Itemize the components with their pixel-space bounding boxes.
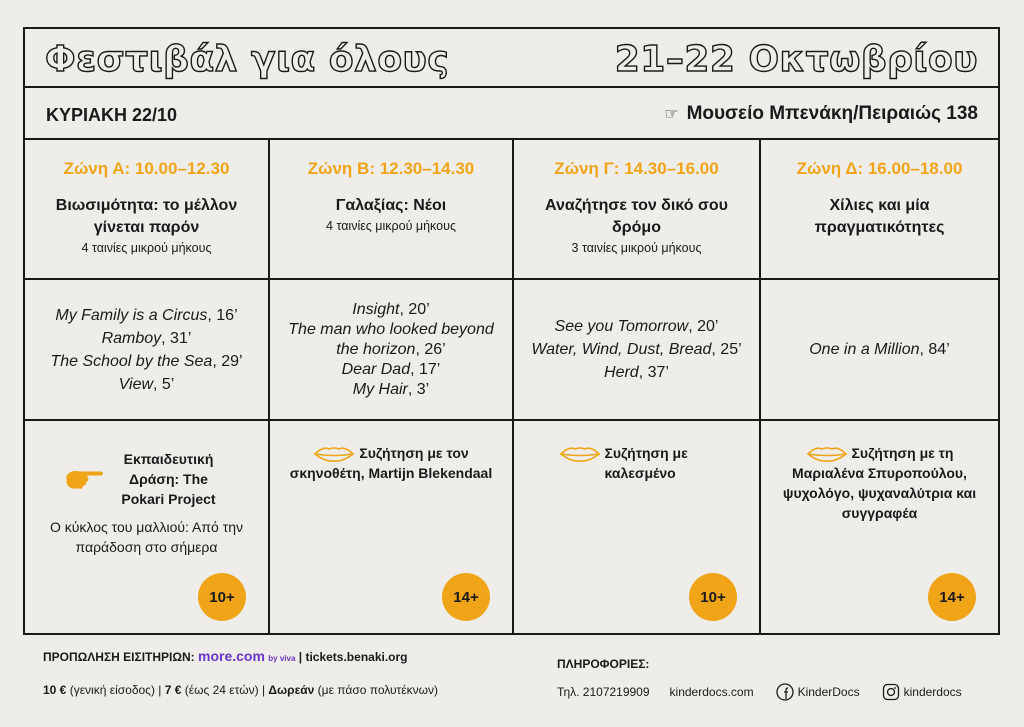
films-cell bbox=[270, 280, 512, 421]
film-item: Water, Wind, Dust, Bread, 25’ bbox=[531, 341, 742, 358]
facebook-link[interactable]: KinderDocs bbox=[776, 683, 860, 701]
program-subtitle: 4 ταινίες μικρού μήκους bbox=[326, 219, 456, 233]
film-list bbox=[50, 304, 242, 396]
event-block bbox=[761, 421, 998, 523]
film-item: See you Tomorrow, 20’ bbox=[554, 318, 719, 335]
lips-icon bbox=[313, 445, 355, 463]
films-cell bbox=[25, 280, 268, 421]
program-cell bbox=[514, 140, 759, 280]
film-item: Dear Dad, 17’ bbox=[341, 360, 441, 378]
event-cell bbox=[761, 421, 998, 633]
price-youth-note: (έως 24 ετών) bbox=[184, 683, 259, 697]
program-subtitle: 4 ταινίες μικρού μήκους bbox=[81, 241, 212, 255]
price-free-note: (με πάσο πολυτέκνων) bbox=[317, 683, 439, 697]
phone[interactable]: Τηλ. 2107219909 bbox=[557, 685, 650, 699]
festival-title: Φεστιβάλ για όλους bbox=[45, 39, 450, 80]
age-badge: 10+ bbox=[689, 573, 737, 621]
zone-column-a bbox=[25, 140, 270, 633]
film-item: The School by the Sea, 29’ bbox=[50, 352, 243, 370]
event-cell bbox=[514, 421, 759, 633]
film-list bbox=[270, 300, 512, 400]
program-title: Γαλαξίας: Νέοι bbox=[335, 197, 447, 214]
presale-site[interactable]: tickets.benaki.org bbox=[305, 650, 408, 664]
age-badge: 14+ bbox=[442, 573, 490, 621]
zone-column-b bbox=[270, 140, 514, 633]
film-item: One in a Million, 84’ bbox=[809, 341, 950, 358]
presale-label: ΠΡΟΠΩΛΗΣΗ ΕΙΣΙΤΗΡΙΩΝ: bbox=[43, 650, 195, 664]
schedule-grid bbox=[25, 140, 998, 633]
subheader bbox=[25, 88, 998, 140]
program-cell bbox=[761, 140, 998, 280]
films-cell bbox=[514, 280, 759, 421]
venue bbox=[664, 103, 978, 125]
film-item: My Hair, 3’ bbox=[352, 380, 430, 398]
prices-line: 10 € (γενική είσοδος) | 7 € (έως 24 ετών) | Δωρεάν (με πάσο πολυτέκνων) bbox=[43, 683, 439, 697]
age-badge: 14+ bbox=[928, 573, 976, 621]
film-item: Insight, 20’ bbox=[352, 300, 430, 318]
event-block bbox=[25, 421, 268, 509]
zone-label: Ζώνη Α: 10.00–12.30 bbox=[63, 159, 230, 178]
pointing-hand-icon: ☞ bbox=[664, 106, 679, 123]
contact-row bbox=[557, 683, 962, 701]
presale-brand[interactable]: more.com bbox=[198, 648, 265, 664]
festival-dates: 21–22 Οκτωβρίου bbox=[614, 39, 978, 80]
price-youth: 7 € bbox=[164, 683, 182, 697]
film-list bbox=[809, 338, 950, 361]
film-item: Ramboy, 31’ bbox=[101, 329, 192, 347]
event-block bbox=[514, 421, 759, 483]
program-title: Χίλιες και μία πραγματικότητες bbox=[814, 197, 945, 236]
event-cell bbox=[270, 421, 512, 633]
lips-icon bbox=[806, 445, 848, 463]
instagram-icon bbox=[882, 683, 900, 701]
film-item: View, 5’ bbox=[118, 375, 175, 393]
presale-line bbox=[43, 648, 408, 664]
event-block bbox=[270, 421, 512, 483]
event-title: Εκπαιδευτική Δράση: The Pokari Project bbox=[121, 451, 216, 507]
info-label: ΠΛΗΡΟΦΟΡΙΕΣ: bbox=[557, 657, 650, 671]
pointing-hand-icon bbox=[65, 466, 105, 492]
day-label: ΚΥΡΙΑΚΗ 22/10 bbox=[46, 105, 178, 125]
header bbox=[25, 29, 998, 88]
facebook-icon bbox=[776, 683, 794, 701]
program-cell bbox=[25, 140, 268, 280]
film-list bbox=[531, 315, 741, 384]
event-description: Ο κύκλος του μαλλιού: Από την παράδοση στο σήμερα bbox=[49, 519, 244, 555]
film-item: The man who looked beyond the horizon, 26’ bbox=[288, 320, 494, 358]
program-frame bbox=[23, 27, 1000, 635]
program-title: Αναζήτησε τον δικό σου δρόμο bbox=[545, 197, 728, 236]
event-title: Συζήτηση με καλεσμένο bbox=[604, 445, 688, 481]
zone-label: Ζώνη Β: 12.30–14.30 bbox=[307, 159, 475, 178]
zone-label: Ζώνη Δ: 16.00–18.00 bbox=[796, 159, 963, 178]
price-general: 10 € bbox=[43, 683, 67, 697]
zone-label: Ζώνη Γ: 14.30–16.00 bbox=[554, 159, 719, 178]
price-general-note: (γενική είσοδος) bbox=[69, 683, 155, 697]
program-title: Βιωσιμότητα: το μέλλον γίνεται παρόν bbox=[55, 197, 238, 236]
event-title: Συζήτηση με τον σκηνοθέτη, Martijn Blekendaal bbox=[289, 445, 493, 482]
website-link[interactable]: kinderdocs.com bbox=[669, 685, 754, 699]
zone-column-c bbox=[514, 140, 761, 633]
program-subtitle: 3 ταινίες μικρού μήκους bbox=[571, 241, 702, 255]
event-title: Συζήτηση με τη Μαριαλένα Σπυροπούλου, ψυχολόγο, ψυχαναλύτρια και συγγραφέα bbox=[782, 445, 977, 522]
lips-icon bbox=[559, 445, 601, 463]
film-item: Herd, 37’ bbox=[604, 364, 669, 381]
instagram-link[interactable]: kinderdocs bbox=[882, 683, 962, 701]
event-cell bbox=[25, 421, 268, 633]
program-cell bbox=[270, 140, 512, 280]
zone-column-d bbox=[761, 140, 998, 633]
price-free: Δωρεάν bbox=[268, 683, 315, 697]
footer bbox=[43, 645, 983, 715]
venue-label: Μουσείο Μπενάκη/Πειραιώς 138 bbox=[686, 103, 978, 124]
separator: | bbox=[298, 650, 306, 664]
film-item: My Family is a Circus, 16’ bbox=[55, 306, 238, 324]
films-cell bbox=[761, 280, 998, 421]
presale-brand-sub: by viva bbox=[268, 654, 296, 663]
age-badge: 10+ bbox=[198, 573, 246, 621]
